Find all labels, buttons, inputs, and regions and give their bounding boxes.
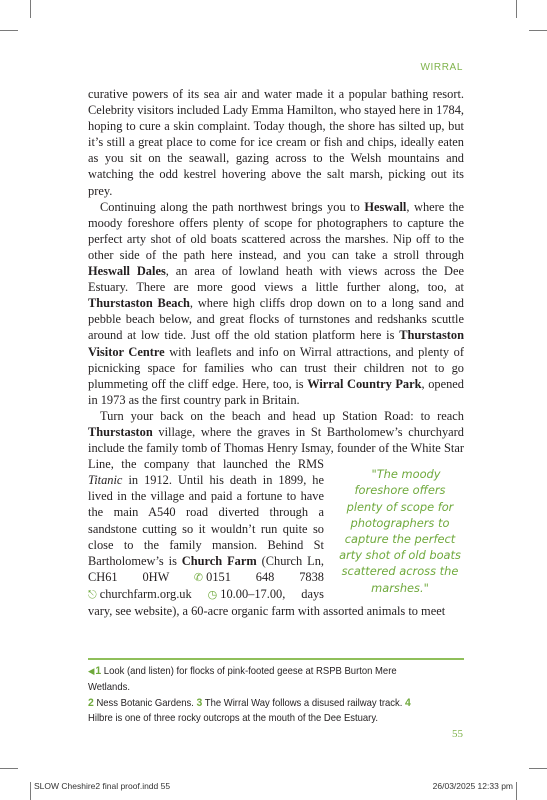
caption-number: 3 <box>196 696 203 709</box>
place-name: Wirral Country Park <box>307 376 422 391</box>
crop-mark <box>0 30 18 31</box>
slug-date: 26/03/2025 12:33 pm <box>432 781 513 791</box>
text-run: , an area of lowland heath with views across the Dee Estuary. There are more good views a little further along, too, at <box>88 264 465 295</box>
clock-icon: ◷ <box>207 587 218 601</box>
page-number: 55 <box>452 728 463 740</box>
place-name: Church Farm <box>181 553 257 568</box>
text-run: village, where the graves in St Bartholomew’s churchyard include the family tomb of Thomas Henry Ismay, founder of the White Star Line, the company that launched the RMS <box>88 424 464 472</box>
left-arrow-icon: ◀ <box>88 666 95 676</box>
text-run: ), a 60-acre organic farm with assorted animals to meet <box>172 604 446 618</box>
text-run: (Church Ln, CH61 0HW <box>88 553 324 584</box>
paragraph-3 <box>88 408 464 619</box>
caption-number: 2 <box>88 696 94 709</box>
crop-mark <box>30 782 31 800</box>
caption-text: Hilbre is one of three rocky outcrops at the mouth of the Dee Estuary. <box>88 713 379 725</box>
opening-hours: 10.00–17.00, days vary, see website <box>88 586 324 618</box>
caption-rule <box>88 658 464 660</box>
photo-captions <box>88 664 438 727</box>
link-icon: ⎋ <box>88 587 97 601</box>
running-head: WIRRAL <box>420 62 463 73</box>
place-name: Thurstaston Beach <box>88 296 190 311</box>
caption-text: Ness Botanic Gardens. <box>96 697 194 709</box>
text-run: , where the moody foreshore offers plenty of scope for photographers to capture the perfect arty shot of old boats scattered across the marshes. Nip off to the other side of the path here instead, and you can take a stroll through <box>88 199 464 262</box>
caption-number: 1 <box>95 665 102 677</box>
website-link[interactable]: churchfarm.org.uk <box>99 586 192 601</box>
place-name: Heswall Dales <box>88 264 166 279</box>
crop-mark <box>516 782 517 800</box>
text-run: , where high cliffs drop down on to a long sand and pebble beach below, and great flocks of turnstones and redshanks scuttle around at low tide. Just off the old station platform here is <box>88 296 465 343</box>
phone-number: 0151 648 7838 <box>206 569 324 584</box>
phone-icon: ✆ <box>193 570 204 584</box>
crop-mark <box>516 0 517 18</box>
paragraph-1: curative powers of its sea air and water made it a popular bathing resort. Celebrity visitors included Lady Emma Hamilton, who stayed here in 1784, hoping to cure a skin complaint. Today though, the shore has silted up, but it’s still a great place to come for ice cream or fish and chips, ideally eaten as you sit on the seawall, gazing across to the Welsh mountains and watching the odd kestrel hovering above the salt marsh, picking out its prey. <box>88 87 464 198</box>
crop-mark <box>529 30 547 31</box>
place-name: Heswall <box>364 199 407 214</box>
pull-quote: "The moody foreshore offers plenty of scope for photographers to capture the perfect arty shot of old boats scattered across the marshes." <box>339 467 461 595</box>
text-run: Continuing along the path northwest brings you to <box>100 199 365 214</box>
ship-name: Titanic <box>88 473 123 488</box>
caption-text: Look (and listen) for flocks of pink-footed geese at RSPB Burton Mere Wetlands. <box>88 666 397 693</box>
text-run: with leaflets and info on Wirral attractions, and plenty of picnicking space for families who can trust their children not to go plummeting off the cliff edge. Here, too, is <box>88 344 464 391</box>
place-name: Thurstaston Visitor Centre <box>88 328 464 359</box>
text-run: , opened in 1973 as the first country park in Britain. <box>88 376 464 407</box>
slug-file: SLOW Cheshire2 final proof.indd 55 <box>34 781 171 791</box>
paragraph-2 <box>88 199 464 408</box>
caption-number: 4 <box>405 696 411 709</box>
text-run: Turn your back on the beach and head up Station Road: to reach <box>100 408 464 423</box>
text-run: in 1912. Until his death in 1899, he lived in the village and paid a fortune to have the main A540 road diverted through a sandstone cutting so it wouldn’t run quite so close to the family mansion. Behind St Bartholomew’s is <box>88 473 324 568</box>
crop-mark <box>529 768 547 769</box>
crop-mark <box>30 0 31 18</box>
crop-mark <box>0 768 18 769</box>
caption-text: The Wirral Way follows a disused railway track. <box>204 697 403 709</box>
place-name: Thurstaston <box>88 424 153 439</box>
body-text <box>88 86 464 619</box>
